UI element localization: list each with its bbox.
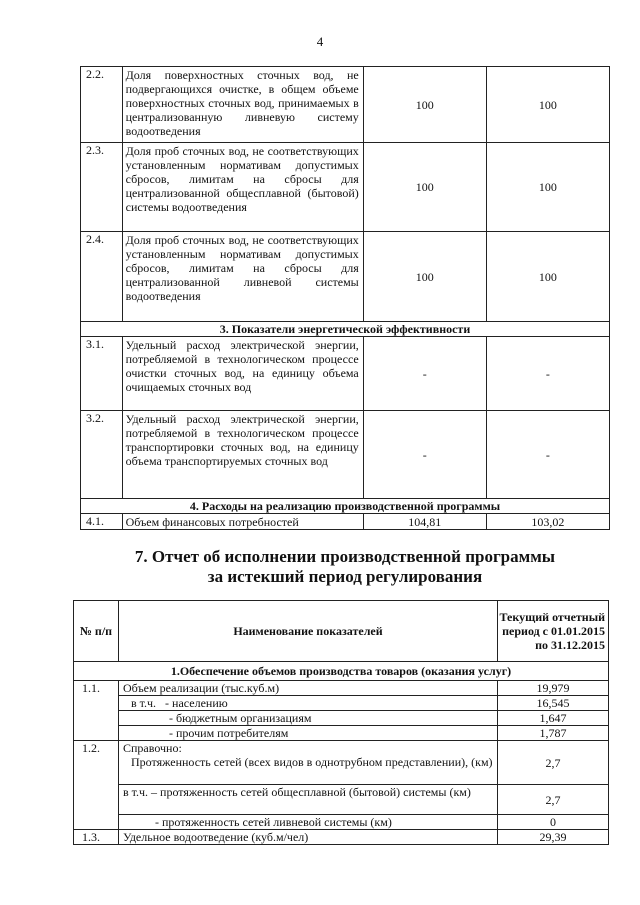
row-name	[119, 741, 498, 785]
table-row	[74, 815, 609, 830]
header-name: Наименование показателей	[119, 601, 498, 662]
row-name-text: - населению	[165, 696, 228, 710]
table-row	[81, 67, 610, 143]
section-title: 3. Показатели энергетической эффективности	[81, 322, 610, 337]
prefix: в т.ч.	[131, 696, 157, 710]
row-name: Объем реализации (тыс.куб.м)	[119, 681, 498, 696]
row-number: 1.2.	[74, 741, 119, 830]
row-name: в т.ч. – протяженность сетей общесплавной (бытовой) системы (км)	[119, 785, 498, 815]
row-name-line: Справочно:	[123, 741, 182, 755]
section-row	[74, 662, 609, 681]
header-row	[74, 601, 609, 662]
page-number: 4	[316, 34, 324, 49]
row-name	[119, 696, 498, 711]
row-name: Доля проб сточных вод, не соответствующих установленным нормативам допустимых сбросов, лимитам на сбросы для централизованной общесплавной (бытовой) системы водоотведения	[122, 143, 363, 232]
value-cell: 100	[486, 67, 609, 143]
value-cell: -	[363, 337, 486, 411]
table-row	[74, 681, 609, 696]
section-row	[81, 499, 610, 514]
row-name: Удельный расход электрической энергии, потребляемой в технологическом процессе очистки сточных вод, на единицу объема очищаемых сточных вод	[122, 337, 363, 411]
row-number: 4.1.	[81, 514, 123, 530]
table-row	[81, 514, 610, 530]
row-name: - прочим потребителям	[119, 726, 498, 741]
value-cell: 100	[363, 67, 486, 143]
table-row	[81, 232, 610, 322]
value-cell: 100	[486, 143, 609, 232]
indicators-table	[80, 66, 610, 530]
row-name: Объем финансовых потребностей	[122, 514, 363, 530]
table-row	[74, 711, 609, 726]
value-cell: 0	[498, 815, 609, 830]
row-name: Удельный расход электрической энергии, потребляемой в технологическом процессе транспортировки сточных вод, на единицу объема транспортируемых сточных вод	[122, 411, 363, 499]
section-heading-line2: за истекший период регулирования	[207, 567, 483, 586]
section-title: 1.Обеспечение объемов производства товаров (оказания услуг)	[74, 662, 609, 681]
table-row	[81, 337, 610, 411]
table-row	[74, 696, 609, 711]
value-cell: -	[363, 411, 486, 499]
report-table	[73, 600, 609, 845]
value-cell: 19,979	[498, 681, 609, 696]
value-cell: 100	[363, 232, 486, 322]
row-number: 2.3.	[81, 143, 123, 232]
value-cell: 2,7	[498, 785, 609, 815]
row-name: - протяженность сетей ливневой системы (км)	[119, 815, 498, 830]
header-period: Текущий отчетный период с 01.01.2015 по 31.12.2015	[498, 601, 609, 662]
section-row	[81, 322, 610, 337]
value-cell: 100	[486, 232, 609, 322]
row-name: - бюджетным организациям	[119, 711, 498, 726]
value-cell: 1,787	[498, 726, 609, 741]
value-cell: -	[486, 411, 609, 499]
row-name-line: Протяженность сетей (всех видов в однотрубном представлении), (км)	[131, 755, 493, 769]
row-number: 1.1.	[74, 681, 119, 741]
value-cell: 16,545	[498, 696, 609, 711]
table-row	[74, 830, 609, 845]
value-cell: 104,81	[363, 514, 486, 530]
row-number: 2.4.	[81, 232, 123, 322]
table-row	[74, 741, 609, 785]
value-cell: 29,39	[498, 830, 609, 845]
row-name: Доля поверхностных сточных вод, не подвергающихся очистке, в общем объеме поверхностных сточных вод, принимаемых в централизованную ливневую систему водоотведения	[122, 67, 363, 143]
row-number: 3.1.	[81, 337, 123, 411]
table-row	[81, 143, 610, 232]
row-number: 1.3.	[74, 830, 119, 845]
row-name: Удельное водоотведение (куб.м/чел)	[119, 830, 498, 845]
value-cell: 103,02	[486, 514, 609, 530]
table-row	[74, 785, 609, 815]
section-heading-line1: 7. Отчет об исполнении производственной программы	[134, 547, 556, 566]
header-number: № п/п	[74, 601, 119, 662]
row-name: Доля проб сточных вод, не соответствующих установленным нормативам допустимых сбросов, лимитам на сбросы для централизованной ливневой системы водоотведения	[122, 232, 363, 322]
value-cell: -	[486, 337, 609, 411]
value-cell: 1,647	[498, 711, 609, 726]
row-number: 2.2.	[81, 67, 123, 143]
table-row	[74, 726, 609, 741]
table-row	[81, 411, 610, 499]
value-cell: 2,7	[498, 741, 609, 785]
value-cell: 100	[363, 143, 486, 232]
row-number: 3.2.	[81, 411, 123, 499]
section-title: 4. Расходы на реализацию производственной программы	[81, 499, 610, 514]
